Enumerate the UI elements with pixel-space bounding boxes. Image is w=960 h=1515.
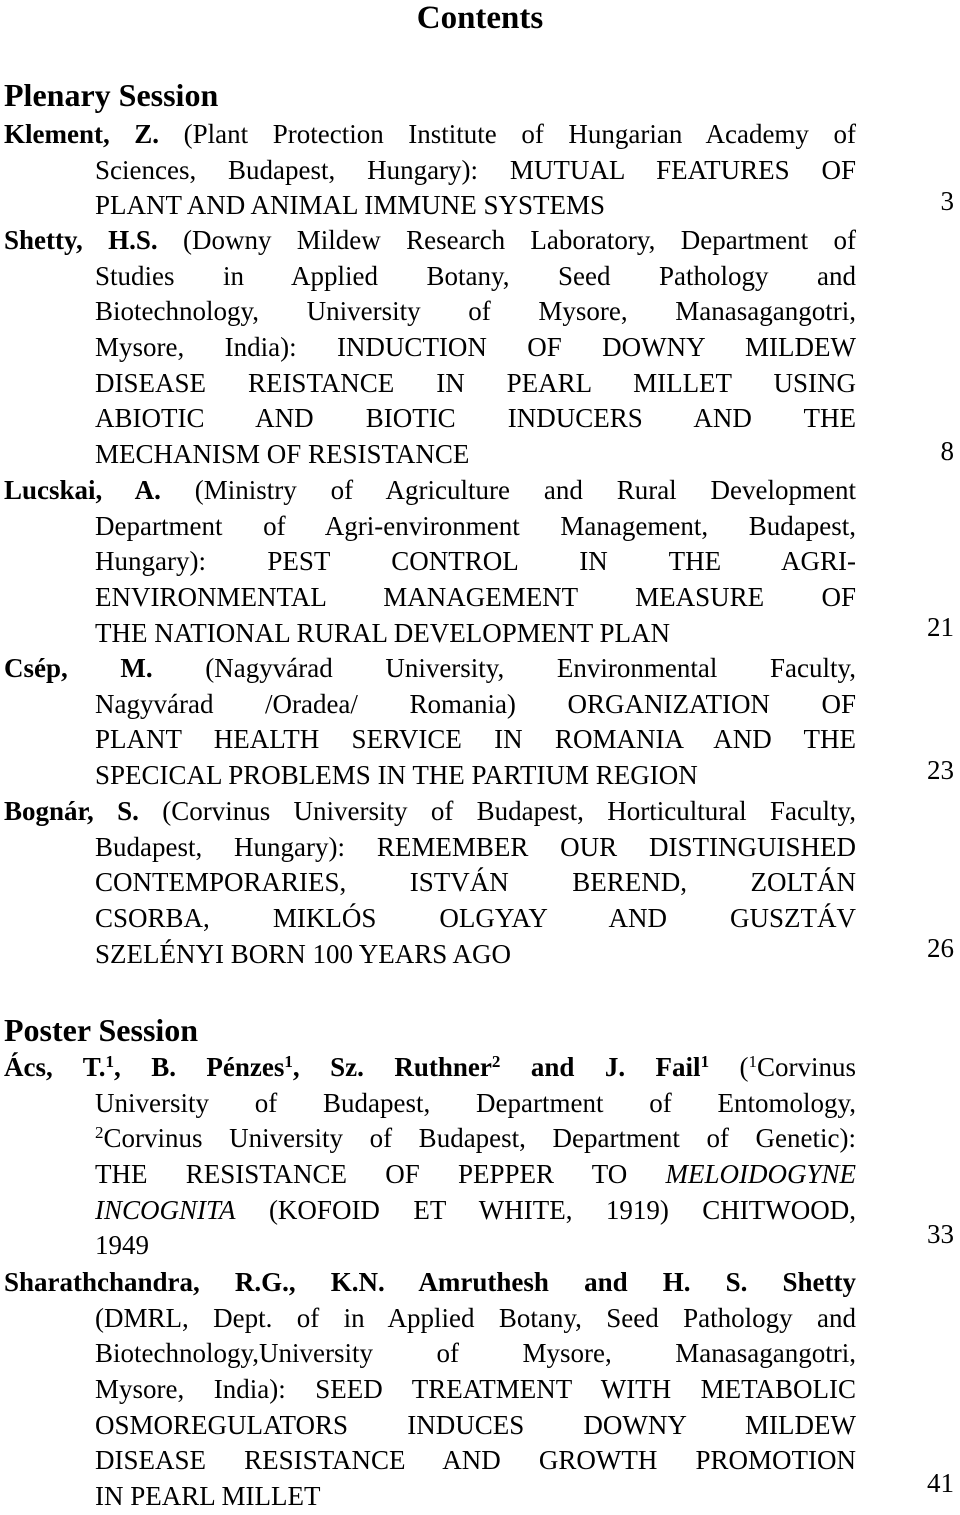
entry-text: THE RESISTANCE OF PEPPER TO [95, 1159, 628, 1190]
entry-author: Sharathchandra, R.G., K.N. Amruthesh and H. S. Shetty [4, 1267, 856, 1297]
entry-text: (Ministry of Agriculture and Rural Development [194, 475, 856, 505]
entry-text: PLANT HEALTH SERVICE IN ROMANIA AND THE [95, 724, 856, 755]
entry-text: ENVIRONMENTAL MANAGEMENT MEASURE OF [95, 582, 856, 613]
species-name: INCOGNITA [95, 1194, 236, 1225]
entry-author: Sz. Ruthner [330, 1052, 492, 1082]
entry-text: Nagyvárad /Oradea/ Romania) ORGANIZATION OF [95, 688, 856, 719]
entry-text: Mysore, India): INDUCTION OF DOWNY MILDEW [95, 332, 856, 363]
entry-text: PLANT AND ANIMAL IMMUNE SYSTEMS [95, 190, 606, 221]
entry-text: SPECICAL PROBLEMS IN THE PARTIUM REGION [95, 760, 698, 791]
entry-text: University of Budapest, Department of Entomology, [95, 1087, 856, 1118]
entry-text: CONTEMPORARIES, ISTVÁN BEREND, ZOLTÁN [95, 867, 856, 898]
entry-text: Budapest, Hungary): REMEMBER OUR DISTINGUISHED [95, 831, 856, 862]
entry-text: 1949 [95, 1230, 149, 1261]
entry-text: Biotechnology,University of Mysore, Manasagangotri, [95, 1338, 856, 1369]
toc-entry-shetty[interactable] [4, 223, 856, 473]
toc-entry-csep[interactable] [4, 651, 856, 794]
entry-text: OSMOREGULATORS INDUCES DOWNY MILDEW [95, 1409, 856, 1440]
entry-text: Hungary): PEST CONTROL IN THE AGRI- [95, 546, 856, 577]
entry-author: B. Pénzes [151, 1052, 285, 1082]
entry-text: MECHANISM OF RESISTANCE [95, 439, 470, 470]
page-number: 8 [940, 436, 954, 466]
entry-text: SZELÉNYI BORN 100 YEARS AGO [95, 938, 512, 969]
entry-text: Biotechnology, University of Mysore, Manasagangotri, [95, 296, 856, 327]
page-number: 21 [927, 612, 954, 642]
plenary-session-heading: Plenary Session [4, 77, 219, 113]
page-number: 26 [927, 933, 954, 963]
entry-text: Sciences, Budapest, Hungary): MUTUAL FEATURES OF [95, 154, 856, 185]
poster-session-heading: Poster Session [4, 1012, 199, 1048]
entry-text: Mysore, India): SEED TREATMENT WITH METABOLIC [95, 1374, 856, 1405]
entry-text: Department of Agri-environment Management, Budapest, [95, 510, 856, 541]
entry-text: THE NATIONAL RURAL DEVELOPMENT PLAN [95, 617, 670, 648]
entry-author: Ács, T. [4, 1052, 106, 1082]
entry-text: Corvinus [757, 1052, 856, 1082]
entry-text: (DMRL, Dept. of in Applied Botany, Seed Pathology and [95, 1302, 856, 1333]
toc-entry-klement[interactable] [4, 117, 856, 224]
toc-entry-acs[interactable]: Ács, T.$^1$, B. Pénzes$^1$, Sz. Ruthner$^2$ and J. Fail$^1$ ($^1$Corvinus University of Budapest, Department of Entomology, $^2$Corvinus University of Budapest, Department of Genetic): THE RESISTANCE OF PEPPER TO MELOIDOGYNE INCOGNITA (KOFOID ET WHITE, 1919) CHITWOOD, 1949 [4, 1050, 856, 1264]
page-number: 33 [927, 1219, 954, 1249]
page-number: 3 [940, 186, 954, 216]
entry-text: CSORBA, MIKLÓS OLGYAY AND GUSZTÁV [95, 903, 856, 934]
entry-text: (Corvinus University of Budapest, Horticultural Faculty, [162, 796, 856, 826]
entry-text: Corvinus University of Budapest, Department of Genetic): [103, 1123, 856, 1154]
toc-entry-sharathchandra[interactable] [4, 1265, 856, 1515]
toc-entry-lucskai[interactable] [4, 473, 856, 651]
entry-text: IN PEARL MILLET [95, 1481, 321, 1512]
entry-author: Klement, Z. [4, 119, 160, 149]
entry-author: Csép, M. [4, 653, 153, 683]
page-title: Contents [416, 0, 544, 36]
entry-text: (Nagyvárad University, Environmental Faculty, [205, 653, 856, 683]
entry-text: ABIOTIC AND BIOTIC INDUCERS AND THE [95, 403, 856, 434]
entry-text: (Downy Mildew Research Laboratory, Department of [182, 225, 856, 255]
entry-author: Shetty, H.S. [4, 225, 158, 255]
entry-text: (KOFOID ET WHITE, 1919) CHITWOOD, [268, 1194, 856, 1225]
species-name: MELOIDOGYNE [665, 1159, 856, 1190]
toc-entry-bognar[interactable] [4, 794, 856, 972]
entry-author: J. Fail [604, 1052, 701, 1082]
entry-author: Lucskai, A. [4, 475, 161, 505]
entry-author: Bognár, S. [4, 796, 139, 826]
entry-text: Studies in Applied Botany, Seed Pathology and [95, 260, 856, 291]
entry-text: DISEASE REISTANCE IN PEARL MILLET USING [95, 367, 856, 398]
page-number: 41 [927, 1468, 954, 1498]
entry-text: DISEASE RESISTANCE AND GROWTH PROMOTION [95, 1445, 856, 1476]
entry-text: (Plant Protection Institute of Hungarian Academy of [183, 119, 856, 149]
page-number: 23 [927, 755, 954, 785]
